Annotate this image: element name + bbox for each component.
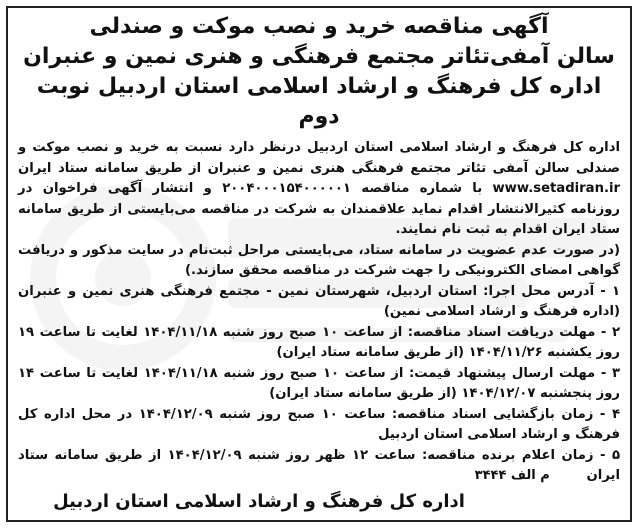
list-item-document-deadline: ۲ - مهلت دریافت اسناد مناقصه: از ساعت ۱۰ صبح روز شنبه ۱۴۰۴/۱۱/۱۸ لغایت تا ساعت ۱۹ روز یکشنبه ۱۴۰۴/۱۱/۲۶ (از طریق سامانه ستاد ایران) bbox=[18, 324, 620, 360]
list-item-bid-deadline: ۳ - مهلت ارسال پیشنهاد قیمت: از ساعت ۱۰ صبح روز شنبه ۱۴۰۴/۱۱/۱۸ لغایت تا ساعت ۱۴ روز پنجشنبه ۱۴۰۴/۱۲/۰۷ (از طریق سامانه ستاد ایران) bbox=[18, 365, 621, 401]
signature-text: اداره کل فرهنگ و ارشاد اسلامی استان اردبیل bbox=[53, 491, 465, 512]
notice-body bbox=[18, 138, 620, 487]
title-line-3: اداره کل فرهنگ و ارشاد اسلامی استان اردبیل نوبت دوم bbox=[36, 74, 602, 129]
website-link[interactable]: www.setadiran.ir bbox=[492, 181, 620, 196]
ad-code: م الف ۳۴۴۴ bbox=[474, 468, 550, 483]
intro-text-2: با شماره مناقصه ۲۰۰۴۰۰۰۱۵۴۰۰۰۰۰۱ و انتشار آگهی فراخوان در روزنامه کثیرالانتشار اقدام نماید علاقمندان به شرکت در مناقصه می‌بایستی از طریق سامانه ستاد ایران اقدام به ثبت نام نمایند. bbox=[18, 181, 620, 237]
winner-announcement-text: ۵ - زمان اعلام برنده مناقصه: ساعت ۱۲ ظهر روز شنبه ۱۴۰۴/۱۲/۰۹ از طریق سامانه ستاد ایران bbox=[18, 447, 621, 483]
list-item-opening-time: ۴ - زمان بازگشایی اسناد مناقصه: ساعت ۱۰ صبح روز شنبه ۱۴۰۴/۱۲/۰۹ در محل اداره کل فرهنگ و ارشاد اسلامی استان اردبیل bbox=[18, 406, 621, 442]
list-item-address: ۱ - آدرس محل اجرا: استان اردبیل، شهرستان نمین - مجتمع فرهنگی هنری نمین و عنبران (اداره فرهنگ و ارشاد اسلامی نمین) bbox=[18, 283, 620, 319]
intro-paragraph bbox=[18, 138, 620, 241]
signature-block bbox=[8, 491, 630, 512]
title-line-1: آگهی مناقصه خرید و نصب موکت و صندلی bbox=[89, 14, 549, 39]
notice-content bbox=[8, 8, 630, 487]
title-line-2: سالن آمفی‌تئاتر مجتمع فرهنگی و هنری نمین و عنبران bbox=[23, 44, 615, 69]
registration-note: (در صورت عدم عضویت در سامانه ستاد، می‌بایستی مراحل ثبت‌نام در سایت مذکور و دریافت گواهی امضای الکترونیکی را جهت شرکت در مناقصه محقق سازند.) bbox=[18, 242, 620, 278]
intro-text: اداره کل فرهنگ و ارشاد اسلامی استان اردبیل درنظر دارد نسبت به خرید و نصب موکت و صندلی سالن آمفی تئاتر مجتمع فرهنگی هنری نمین و عنبران از طریق سامانه ستاد ایران bbox=[18, 140, 620, 176]
list-item-winner-announcement bbox=[18, 446, 620, 487]
notice-frame bbox=[6, 6, 632, 522]
